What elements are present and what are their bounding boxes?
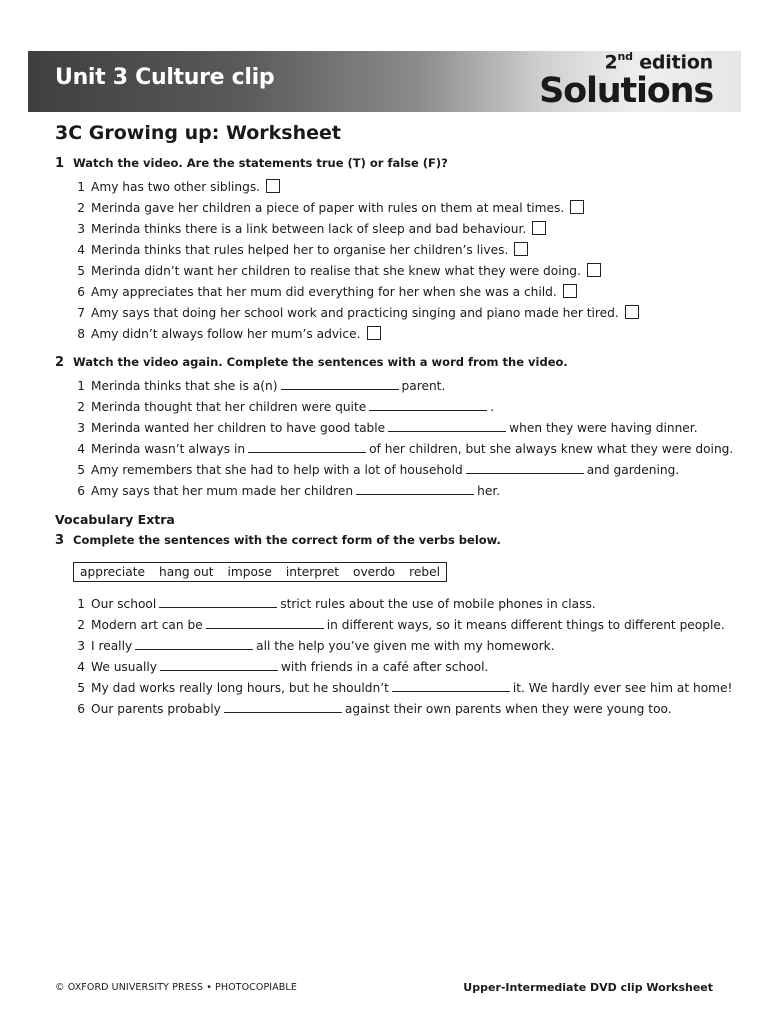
answer-blank[interactable]: [206, 617, 324, 629]
list-item: [55, 418, 735, 439]
list-item: [55, 240, 735, 261]
answer-checkbox[interactable]: [514, 242, 528, 256]
item-text: Merinda thinks there is a link between lack of sleep and bad behaviour.: [91, 222, 527, 236]
item-number: 6: [77, 484, 85, 498]
list-item: [55, 678, 735, 699]
answer-blank[interactable]: [160, 659, 278, 671]
exercise-3: [55, 533, 735, 720]
list-item: [55, 177, 735, 198]
list-item: [55, 481, 735, 502]
item-number: 5: [77, 264, 85, 278]
sentence-start: Merinda wanted her children to have good table: [91, 421, 386, 435]
item-text: Merinda thinks that rules helped her to organise her children’s lives.: [91, 243, 509, 257]
item-number: 1: [77, 379, 85, 393]
sentence-start: Merinda thought that her children were quite: [91, 400, 367, 414]
item-text: Amy didn’t always follow her mum’s advice.: [91, 327, 361, 341]
item-number: 3: [77, 639, 85, 653]
unit-title: Unit 3 Culture clip: [55, 65, 275, 90]
sentence-end: .: [490, 400, 495, 414]
list-item: [55, 657, 735, 678]
answer-blank[interactable]: [281, 378, 399, 390]
edition-ordinal: 2: [604, 51, 618, 74]
item-number: 4: [77, 243, 85, 257]
exercise-3-instruction: [55, 533, 735, 548]
list-item: [55, 699, 735, 720]
sentence-end: in different ways, so it means different things to different people.: [326, 618, 725, 632]
answer-checkbox[interactable]: [625, 305, 639, 319]
answer-checkbox[interactable]: [532, 221, 546, 235]
worksheet-content: [55, 156, 735, 730]
list-item: [55, 282, 735, 303]
answer-checkbox[interactable]: [266, 179, 280, 193]
list-item: [55, 615, 735, 636]
worksheet-footer: Upper-Intermediate DVD clip Worksheet: [463, 981, 713, 994]
vocabulary-heading: Vocabulary Extra: [55, 512, 175, 527]
answer-blank[interactable]: [248, 441, 366, 453]
exercise-2: [55, 355, 735, 502]
sentence-start: Merinda thinks that she is a(n): [91, 379, 278, 393]
list-item: [55, 636, 735, 657]
sentence-end: against their own parents when they were young too.: [344, 702, 672, 716]
instruction-text: Watch the video. Are the statements true (T) or false (F)?: [73, 156, 448, 170]
header-banner: [28, 51, 741, 112]
answer-blank[interactable]: [392, 680, 510, 692]
sentence-end: it. We hardly ever see him at home!: [512, 681, 733, 695]
sentence-start: I really: [91, 639, 133, 653]
sentence-start: Our school: [91, 597, 157, 611]
answer-checkbox[interactable]: [570, 200, 584, 214]
item-number: 6: [77, 285, 85, 299]
edition-label: [604, 51, 713, 73]
item-number: 4: [77, 442, 85, 456]
exercise-number: 3: [55, 533, 65, 548]
exercise-2-instruction: [55, 355, 735, 370]
item-number: 6: [77, 702, 85, 716]
word-box-item: interpret: [285, 565, 339, 579]
sentence-end: her.: [477, 484, 501, 498]
list-item: [55, 439, 735, 460]
exercise-1-instruction: [55, 156, 735, 171]
list-item: [55, 303, 735, 324]
sentence-end: all the help you’ve given me with my homework.: [256, 639, 555, 653]
sentence-end: strict rules about the use of mobile phones in class.: [280, 597, 596, 611]
sentence-start: Amy remembers that she had to help with a lot of household: [91, 463, 463, 477]
answer-blank[interactable]: [466, 462, 584, 474]
answer-checkbox[interactable]: [563, 284, 577, 298]
answer-blank[interactable]: [388, 420, 506, 432]
answer-blank[interactable]: [159, 596, 277, 608]
sentence-start: We usually: [91, 660, 157, 674]
sentence-end: and gardening.: [586, 463, 680, 477]
answer-checkbox[interactable]: [367, 326, 381, 340]
sentence-start: Merinda wasn’t always in: [91, 442, 246, 456]
exercise-number: 2: [55, 355, 65, 370]
copyright-footer: © OXFORD UNIVERSITY PRESS • PHOTOCOPIABLE: [55, 982, 297, 993]
word-box-item: overdo: [352, 565, 396, 579]
word-box-item: hang out: [159, 565, 214, 579]
instruction-text: Complete the sentences with the correct form of the verbs below.: [73, 533, 501, 547]
sentence-end: of her children, but she always knew what they were doing.: [369, 442, 734, 456]
exercise-1: [55, 156, 735, 345]
item-number: 2: [77, 400, 85, 414]
sentence-end: when they were having dinner.: [509, 421, 698, 435]
sentence-end: parent.: [401, 379, 446, 393]
word-box-item: appreciate: [80, 565, 146, 579]
answer-blank[interactable]: [224, 701, 342, 713]
list-item: [55, 219, 735, 240]
list-item: [55, 198, 735, 219]
item-number: 5: [77, 681, 85, 695]
sentence-start: Amy says that her mum made her children: [91, 484, 354, 498]
item-number: 3: [77, 421, 85, 435]
list-item: [55, 376, 735, 397]
item-text: Merinda didn’t want her children to realise that she knew what they were doing.: [91, 264, 581, 278]
instruction-text: Watch the video again. Complete the sentences with a word from the video.: [73, 355, 568, 369]
item-number: 1: [77, 597, 85, 611]
item-text: Amy appreciates that her mum did everything for her when she was a child.: [91, 285, 557, 299]
edition-word: edition: [639, 51, 713, 74]
list-item: [55, 324, 735, 345]
word-box-item: rebel: [409, 565, 441, 579]
item-number: 2: [77, 201, 85, 215]
page-title: 3C Growing up: Worksheet: [55, 122, 341, 144]
item-number: 4: [77, 660, 85, 674]
item-number: 1: [77, 180, 85, 194]
list-item: [55, 594, 735, 615]
item-number: 2: [77, 618, 85, 632]
brand-logo: Solutions: [539, 71, 713, 111]
answer-checkbox[interactable]: [587, 263, 601, 277]
exercise-number: 1: [55, 156, 65, 171]
answer-blank[interactable]: [356, 483, 474, 495]
answer-blank[interactable]: [135, 638, 253, 650]
item-number: 5: [77, 463, 85, 477]
list-item: [55, 460, 735, 481]
item-text: Merinda gave her children a piece of paper with rules on them at meal times.: [91, 201, 565, 215]
item-number: 8: [77, 327, 85, 341]
sentence-start: Our parents probably: [91, 702, 221, 716]
item-number: 3: [77, 222, 85, 236]
item-text: Amy says that doing her school work and practicing singing and piano made her tired.: [91, 306, 619, 320]
list-item: [55, 261, 735, 282]
sentence-start: My dad works really long hours, but he shouldn’t: [91, 681, 389, 695]
answer-blank[interactable]: [369, 399, 487, 411]
edition-suffix: nd: [617, 50, 633, 63]
list-item: [55, 397, 735, 418]
item-text: Amy has two other siblings.: [91, 180, 261, 194]
word-box: [73, 562, 447, 582]
sentence-start: Modern art can be: [91, 618, 203, 632]
word-box-item: impose: [227, 565, 272, 579]
sentence-end: with friends in a café after school.: [280, 660, 489, 674]
item-number: 7: [77, 306, 85, 320]
